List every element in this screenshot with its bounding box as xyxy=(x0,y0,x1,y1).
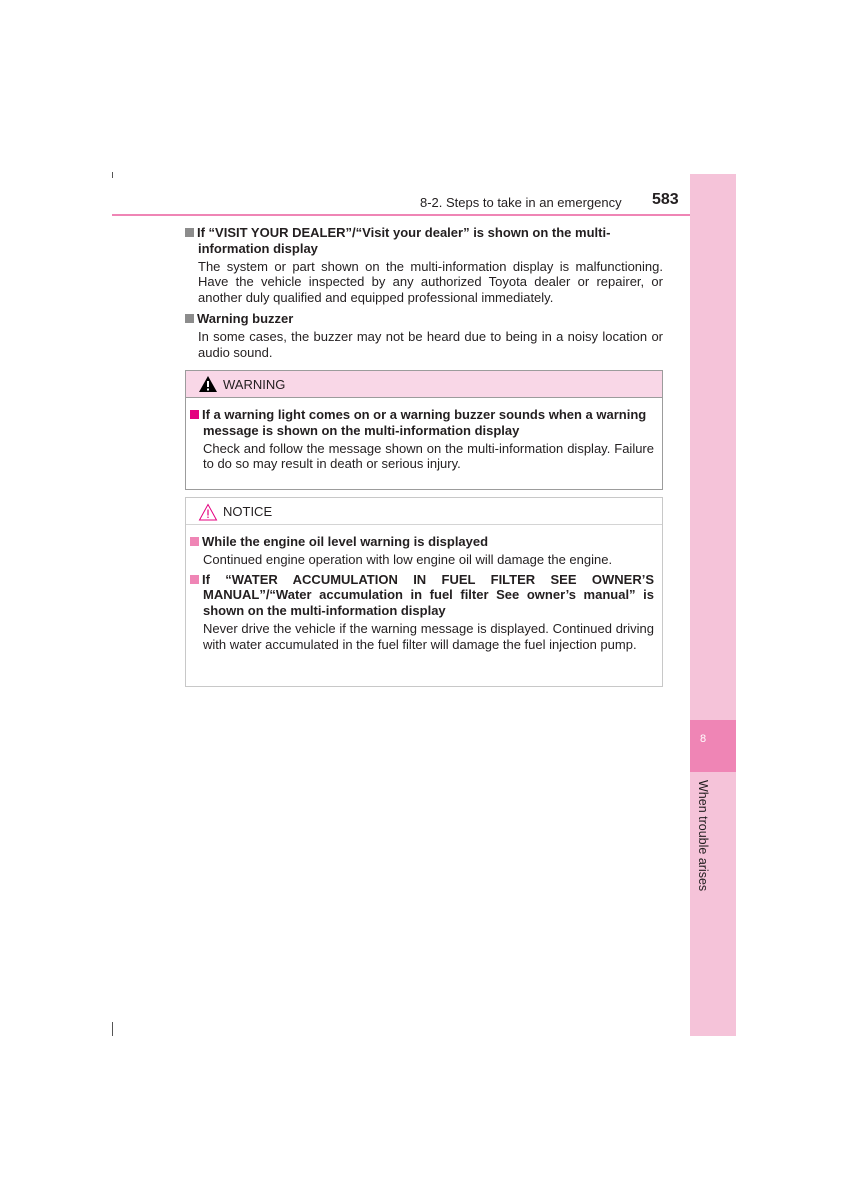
chapter-title: When trouble arises xyxy=(696,780,710,892)
notice-body xyxy=(186,525,662,653)
crop-mark xyxy=(112,1022,113,1036)
warning-body xyxy=(186,398,662,472)
content-item xyxy=(185,225,663,306)
notice-heading: If “WATER ACCUMULATION IN FUEL FILTER SEE OWNER’S MANUAL”/“Water accumulation in fuel filter See owner’s manual” is shown on the multi-information display xyxy=(190,572,654,619)
bullet-square-icon xyxy=(190,575,199,584)
chapter-number: 8 xyxy=(699,733,707,745)
warning-header xyxy=(186,371,662,398)
content-item xyxy=(185,311,663,360)
notice-box xyxy=(185,497,663,687)
notice-item xyxy=(190,534,654,568)
bullet-square-icon xyxy=(190,537,199,546)
page-number: 583 xyxy=(652,191,679,208)
caution-triangle-icon xyxy=(198,503,218,521)
item-heading: Warning buzzer xyxy=(185,311,663,327)
header-rule xyxy=(112,214,690,216)
item-body: The system or part shown on the multi-information display is malfunctioning. Have the vehicle inspected by any authorized Toyota dealer or repairer, or another duly qualified and equipped professional immediately. xyxy=(198,258,663,306)
warning-text: Check and follow the message shown on the multi-information display. Failure to do so may result in death or serious injury. xyxy=(203,440,654,472)
bullet-square-icon xyxy=(185,228,194,237)
bullet-square-icon xyxy=(185,314,194,323)
crop-mark xyxy=(112,172,113,178)
main-content xyxy=(185,225,663,360)
notice-text: Never drive the vehicle if the warning message is displayed. Continued driving with water accumulated in the fuel filter will damage the fuel injection pump. xyxy=(203,620,654,652)
warning-label: WARNING xyxy=(223,377,286,392)
notice-header xyxy=(186,498,662,525)
section-title: 8-2. Steps to take in an emergency xyxy=(420,195,622,210)
notice-label: NOTICE xyxy=(223,504,273,519)
item-heading: If “VISIT YOUR DEALER”/“Visit your dealer” is shown on the multi-information display xyxy=(185,225,663,257)
notice-heading: While the engine oil level warning is displayed xyxy=(190,534,654,550)
chapter-side-tab xyxy=(690,174,736,1036)
warning-triangle-icon xyxy=(198,375,218,393)
warning-heading: If a warning light comes on or a warning buzzer sounds when a warning message is shown on the multi-information display xyxy=(190,407,654,439)
notice-text: Continued engine operation with low engine oil will damage the engine. xyxy=(203,551,613,567)
warning-box xyxy=(185,370,663,490)
chapter-tab-active[interactable] xyxy=(690,720,736,772)
notice-item xyxy=(190,572,654,653)
bullet-square-icon xyxy=(190,410,199,419)
item-body: In some cases, the buzzer may not be heard due to being in a noisy location or audio sound. xyxy=(198,328,663,360)
